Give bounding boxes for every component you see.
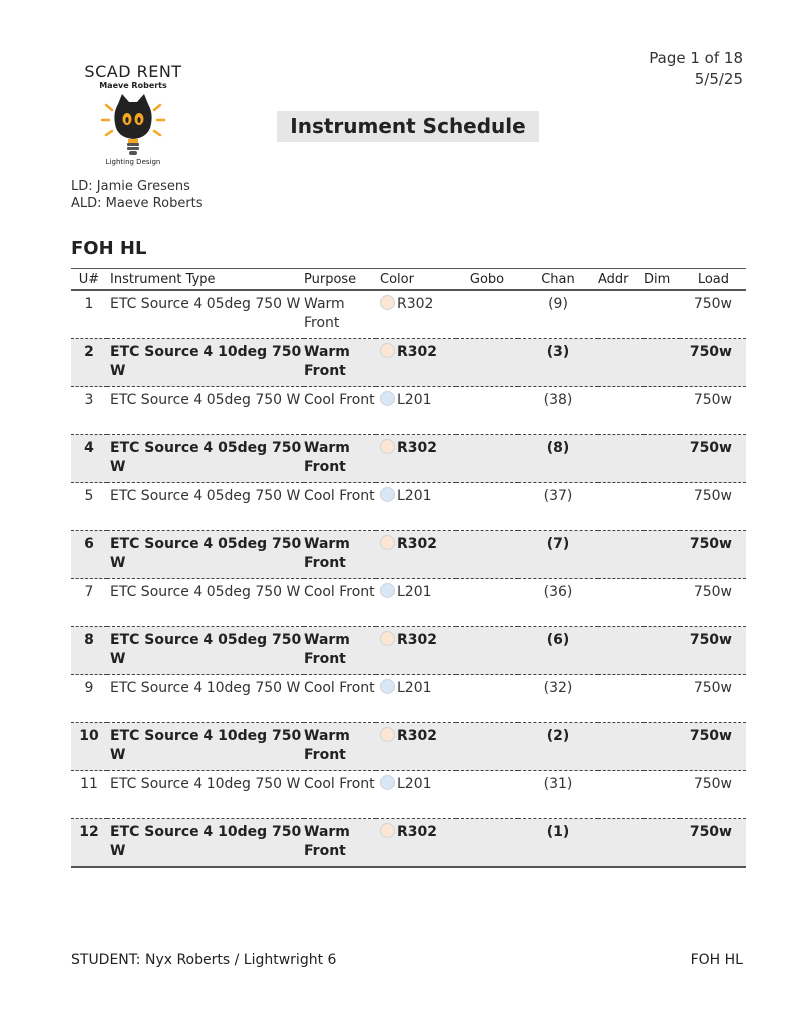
color-swatch	[380, 487, 395, 502]
gobo	[456, 723, 518, 771]
dimmer	[644, 531, 680, 579]
channel: (3)	[546, 344, 570, 360]
instrument-type: ETC Source 4 05deg 750 W	[110, 296, 301, 312]
gobo	[456, 483, 518, 531]
color-swatch	[380, 583, 395, 598]
col-unit-header: U#	[71, 269, 107, 291]
unit-number: 11	[80, 776, 98, 792]
address	[598, 290, 644, 339]
gobo	[456, 579, 518, 627]
channel: (1)	[546, 824, 570, 840]
unit-number: 6	[84, 536, 94, 552]
assistant-lighting-designer: ALD: Maeve Roberts	[71, 196, 203, 211]
purpose: Warm Front	[304, 440, 350, 475]
purpose: Cool Front	[304, 488, 375, 504]
dimmer	[644, 339, 680, 387]
purpose: Warm Front	[304, 824, 350, 859]
instrument-type: ETC Source 4 10deg 750 W	[110, 680, 301, 696]
load: 750w	[689, 728, 732, 744]
color-code: L201	[397, 680, 432, 696]
gobo	[456, 627, 518, 675]
table-row	[71, 675, 746, 723]
dimmer	[644, 290, 680, 339]
col-type-header: Instrument Type	[107, 269, 304, 291]
load: 750w	[693, 776, 732, 792]
table-row	[71, 531, 746, 579]
dimmer	[644, 387, 680, 435]
col-color-header: Color	[376, 269, 456, 291]
credits	[71, 178, 203, 212]
purpose: Warm Front	[304, 344, 350, 379]
dimmer	[644, 675, 680, 723]
load: 750w	[689, 344, 732, 360]
report-title: Instrument Schedule	[277, 111, 539, 142]
unit-number: 4	[84, 440, 94, 456]
gobo	[456, 435, 518, 483]
channel: (31)	[543, 776, 573, 792]
col-chan-header: Chan	[518, 269, 598, 291]
unit-number: 8	[84, 632, 94, 648]
color-swatch	[380, 295, 395, 310]
color-swatch	[380, 439, 395, 454]
table-row	[71, 290, 746, 339]
instrument-type: ETC Source 4 10deg 750 W	[110, 728, 302, 763]
load: 750w	[693, 488, 732, 504]
instrument-type: ETC Source 4 05deg 750 W	[110, 584, 301, 600]
color-cell	[380, 435, 456, 458]
color-code: L201	[397, 392, 432, 408]
unit-number: 3	[84, 392, 94, 408]
color-swatch	[380, 343, 395, 358]
color-code: L201	[397, 488, 432, 504]
color-swatch	[380, 727, 395, 742]
color-cell	[380, 579, 456, 602]
purpose: Warm Front	[304, 296, 345, 331]
purpose: Warm Front	[304, 728, 350, 763]
col-addr-header: Addr	[598, 269, 644, 291]
channel: (36)	[543, 584, 573, 600]
color-swatch	[380, 391, 395, 406]
color-cell	[380, 675, 456, 698]
table-row	[71, 819, 746, 868]
instrument-type: ETC Source 4 05deg 750 W	[110, 440, 302, 475]
unit-number: 1	[84, 296, 94, 312]
color-code: R302	[397, 536, 438, 552]
lighting-designer: LD: Jamie Gresens	[71, 179, 190, 194]
instrument-type: ETC Source 4 05deg 750 W	[110, 536, 302, 571]
unit-number: 5	[84, 488, 94, 504]
address	[598, 339, 644, 387]
table-row	[71, 339, 746, 387]
col-gobo-header: Gobo	[456, 269, 518, 291]
address	[598, 819, 644, 868]
load: 750w	[693, 680, 732, 696]
channel: (37)	[543, 488, 573, 504]
footer-student: STUDENT: Nyx Roberts / Lightwright 6	[71, 952, 337, 968]
channel: (6)	[546, 632, 570, 648]
gobo	[456, 387, 518, 435]
load: 750w	[689, 440, 732, 456]
col-dim-header: Dim	[644, 269, 680, 291]
address	[598, 483, 644, 531]
instrument-type: ETC Source 4 10deg 750 W	[110, 344, 302, 379]
dimmer	[644, 435, 680, 483]
gobo	[456, 771, 518, 819]
purpose: Cool Front	[304, 584, 375, 600]
instrument-type: ETC Source 4 05deg 750 W	[110, 632, 302, 667]
table-row	[71, 435, 746, 483]
color-cell	[380, 771, 456, 794]
col-purpose-header: Purpose	[304, 269, 376, 291]
gobo	[456, 290, 518, 339]
channel: (9)	[548, 296, 568, 312]
address	[598, 771, 644, 819]
dimmer	[644, 483, 680, 531]
unit-number: 7	[84, 584, 94, 600]
address	[598, 579, 644, 627]
unit-number: 9	[84, 680, 94, 696]
channel: (2)	[546, 728, 570, 744]
color-cell	[380, 723, 456, 746]
color-cell	[380, 339, 456, 362]
color-cell	[380, 627, 456, 650]
logo-title: SCAD RENT	[84, 62, 182, 81]
load: 750w	[689, 824, 732, 840]
color-code: R302	[397, 728, 438, 744]
section-heading: FOH HL	[71, 238, 147, 259]
address	[598, 723, 644, 771]
instrument-type: ETC Source 4 10deg 750 W	[110, 776, 301, 792]
channel: (7)	[546, 536, 570, 552]
table-header-row	[71, 269, 746, 291]
color-code: R302	[397, 296, 434, 312]
channel: (38)	[543, 392, 573, 408]
table-row	[71, 771, 746, 819]
purpose: Cool Front	[304, 776, 375, 792]
gobo	[456, 531, 518, 579]
load: 750w	[689, 632, 732, 648]
color-code: L201	[397, 776, 432, 792]
dimmer	[644, 771, 680, 819]
color-swatch	[380, 535, 395, 550]
address	[598, 675, 644, 723]
color-swatch	[380, 775, 395, 790]
load: 750w	[693, 392, 732, 408]
instrument-type: ETC Source 4 05deg 750 W	[110, 488, 301, 504]
table-row	[71, 579, 746, 627]
load: 750w	[693, 584, 732, 600]
color-code: R302	[397, 344, 438, 360]
col-load-header: Load	[680, 269, 746, 291]
color-cell	[380, 819, 456, 842]
channel: (32)	[543, 680, 573, 696]
dimmer	[644, 723, 680, 771]
color-swatch	[380, 679, 395, 694]
company-logo	[72, 62, 194, 166]
address	[598, 387, 644, 435]
unit-number: 2	[84, 344, 94, 360]
color-cell	[380, 531, 456, 554]
load: 750w	[693, 296, 732, 312]
unit-number: 12	[79, 824, 99, 840]
color-swatch	[380, 631, 395, 646]
address	[598, 531, 644, 579]
color-swatch	[380, 823, 395, 838]
color-cell	[380, 387, 456, 410]
page-info	[649, 48, 743, 90]
dimmer	[644, 627, 680, 675]
color-code: R302	[397, 440, 438, 456]
table-row	[71, 483, 746, 531]
channel: (8)	[546, 440, 570, 456]
dimmer	[644, 579, 680, 627]
table-row	[71, 723, 746, 771]
instrument-type: ETC Source 4 10deg 750 W	[110, 824, 302, 859]
purpose: Warm Front	[304, 536, 350, 571]
dimmer	[644, 819, 680, 868]
logo-caption: Lighting Design	[105, 158, 161, 166]
footer-section: FOH HL	[690, 952, 743, 968]
print-date: 5/5/25	[694, 70, 743, 88]
address	[598, 435, 644, 483]
logo-subtitle: Maeve Roberts	[99, 81, 167, 90]
instrument-schedule-table	[71, 268, 746, 868]
load: 750w	[689, 536, 732, 552]
page-number: Page 1 of 18	[649, 49, 743, 67]
purpose: Cool Front	[304, 392, 375, 408]
address	[598, 627, 644, 675]
purpose: Cool Front	[304, 680, 375, 696]
table-row	[71, 387, 746, 435]
instrument-type: ETC Source 4 05deg 750 W	[110, 392, 301, 408]
gobo	[456, 819, 518, 868]
color-code: L201	[397, 584, 432, 600]
color-code: R302	[397, 632, 438, 648]
purpose: Warm Front	[304, 632, 350, 667]
color-cell	[380, 291, 456, 314]
gobo	[456, 675, 518, 723]
unit-number: 10	[79, 728, 99, 744]
gobo	[456, 339, 518, 387]
table-row	[71, 627, 746, 675]
color-cell	[380, 483, 456, 506]
cat-bulb-icon	[96, 92, 170, 158]
color-code: R302	[397, 824, 438, 840]
